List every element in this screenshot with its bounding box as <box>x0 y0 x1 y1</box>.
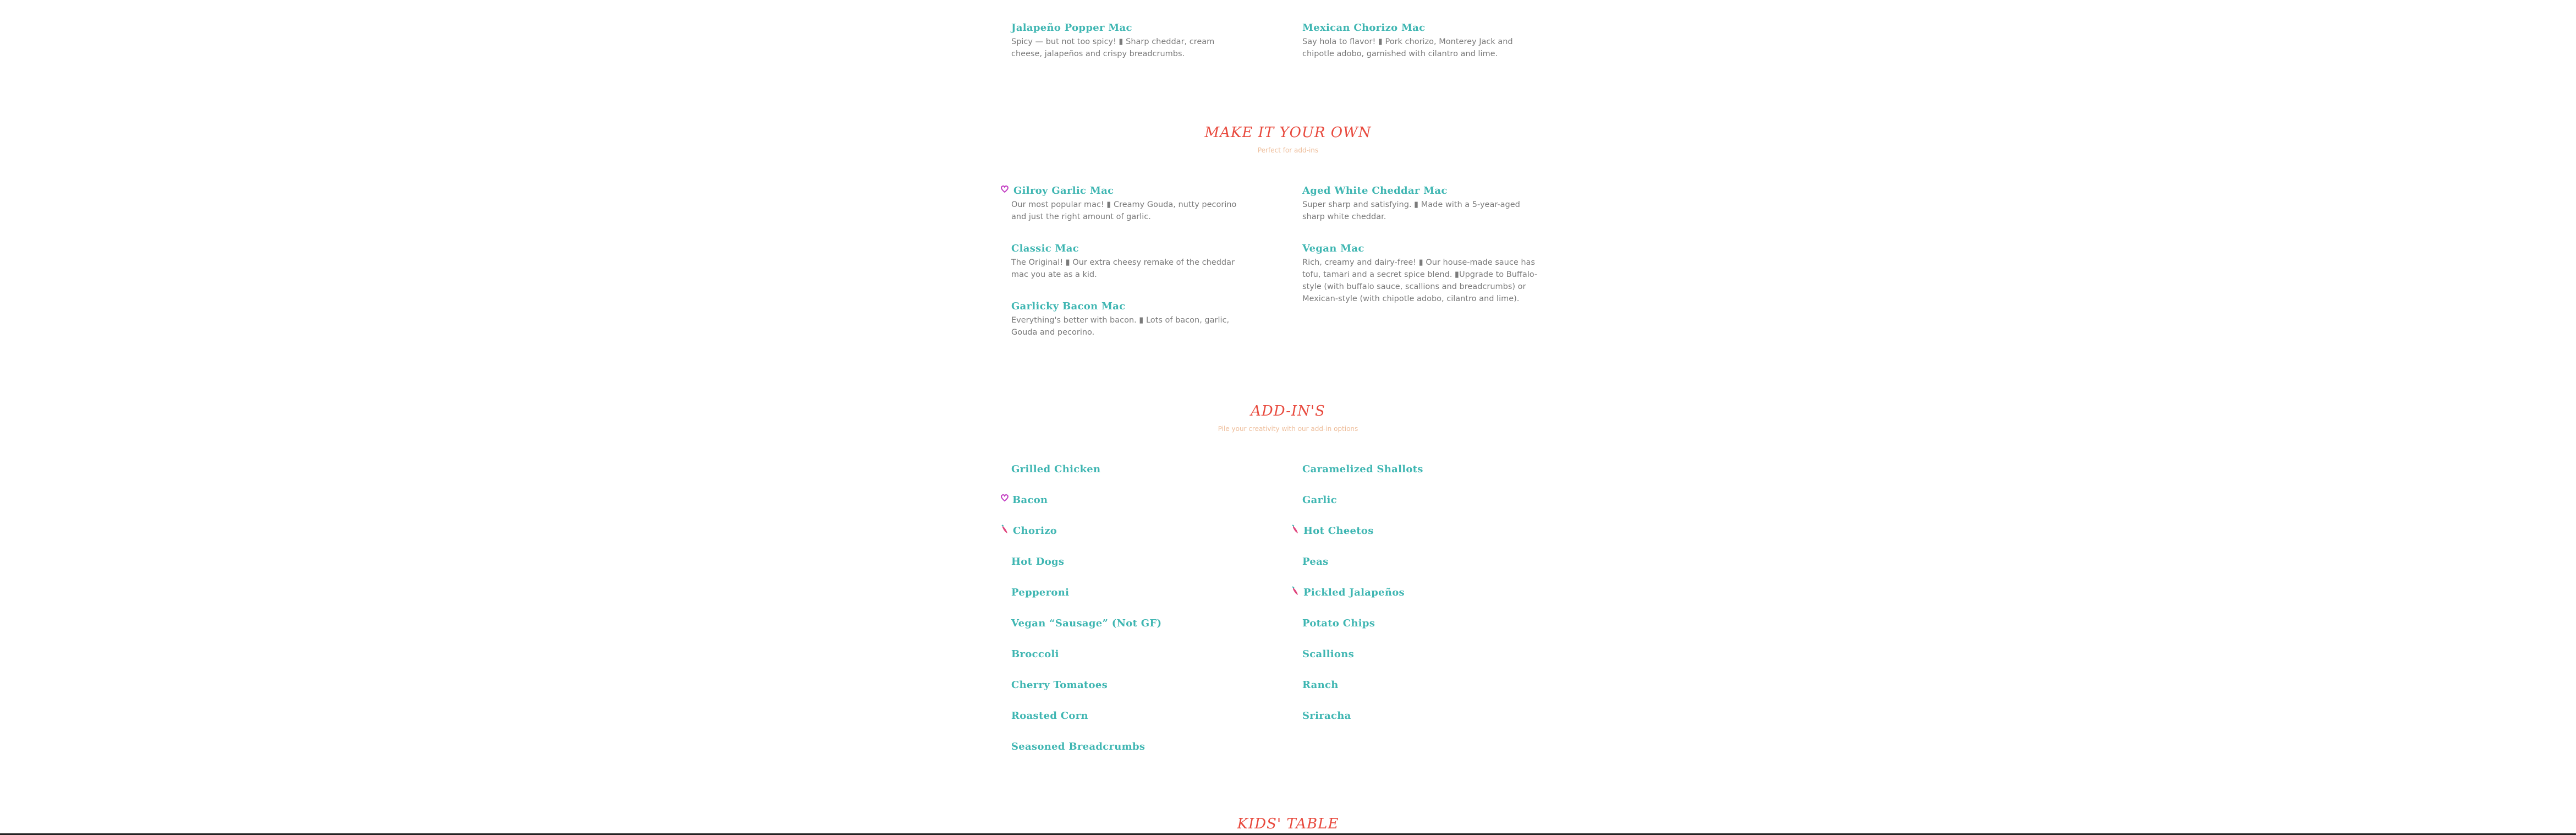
add-in-sriracha[interactable]: Sriracha <box>1302 710 1351 722</box>
heart-icon <box>1000 493 1009 502</box>
menu-item-classic-mac[interactable] <box>1011 243 1248 281</box>
add-in-hot-cheetos[interactable]: Hot Cheetos <box>1303 525 1374 537</box>
section-subheading: Perfect for add-ins <box>1257 146 1319 154</box>
add-in-ranch[interactable]: Ranch <box>1302 679 1339 691</box>
add-in-scallions[interactable]: Scallions <box>1302 648 1355 660</box>
menu-item-name[interactable]: Gilroy Garlic Mac <box>1013 185 1114 197</box>
menu-item-garlicky-bacon-mac[interactable] <box>1011 301 1253 339</box>
menu-item-name[interactable]: Jalapeño Popper Mac <box>1011 22 1132 34</box>
add-in-potato-chips[interactable]: Potato Chips <box>1302 618 1375 629</box>
section-heading-add-ins: ADD-IN'S <box>1251 403 1325 419</box>
add-in-grilled-chicken[interactable]: Grilled Chicken <box>1011 463 1101 475</box>
section-heading-make-it-your-own: MAKE IT YOUR OWN <box>1204 124 1372 141</box>
add-in-caramelized-shallots[interactable]: Caramelized Shallots <box>1302 463 1423 475</box>
add-in-cherry-tomatoes[interactable]: Cherry Tomatoes <box>1011 679 1108 691</box>
menu-item-vegan-mac[interactable] <box>1302 243 1539 305</box>
menu-item-description: Rich, creamy and dairy-free! ▮ Our house-made sauce has tofu, tamari and a secret spice blend. ▮Upgrade to Buffalo-style (with buffalo sauce, scallions and breadcrumbs) or Mexican-style (with chipotle adobo, cilantro and lime). <box>1302 258 1538 303</box>
menu-item-mexican-chorizo-mac[interactable] <box>1302 22 1539 60</box>
menu-item-description: Super sharp and satisfying. ▮ Made with a 5-year-aged sharp white cheddar. <box>1302 200 1520 221</box>
add-in-vegan-sausage[interactable]: Vegan “Sausage” (Not GF) <box>1011 618 1162 629</box>
chili-icon <box>1000 525 1009 534</box>
menu-item-description: Say hola to flavor! ▮ Pork chorizo, Monterey Jack and chipotle adobo, garnished with cilantro and lime. <box>1302 37 1513 58</box>
add-in-garlic[interactable]: Garlic <box>1302 494 1337 506</box>
menu-item-description: Everything's better with bacon. ▮ Lots of bacon, garlic, Gouda and pecorino. <box>1011 316 1230 337</box>
chili-icon <box>1291 586 1300 596</box>
menu-item-description: Spicy — but not too spicy! ▮ Sharp cheddar, cream cheese, jalapeños and crispy breadcrumbs. <box>1011 37 1215 58</box>
cropped-top-divider <box>1011 0 1242 2</box>
menu-item-name[interactable]: Aged White Cheddar Mac <box>1302 185 1448 197</box>
add-in-peas[interactable]: Peas <box>1302 556 1329 567</box>
cropped-top-divider <box>1302 0 1533 2</box>
add-in-seasoned-breadcrumbs[interactable]: Seasoned Breadcrumbs <box>1011 741 1146 752</box>
menu-item-description: The Original! ▮ Our extra cheesy remake of the cheddar mac you ate as a kid. <box>1011 258 1235 279</box>
menu-item-description: Our most popular mac! ▮ Creamy Gouda, nutty pecorino and just the right amount of garlic. <box>1011 200 1237 221</box>
menu-item-aged-white-cheddar-mac[interactable] <box>1302 185 1539 223</box>
add-in-hot-dogs[interactable]: Hot Dogs <box>1011 556 1065 567</box>
heart-icon <box>1000 184 1009 193</box>
menu-item-name[interactable]: Classic Mac <box>1011 243 1079 254</box>
add-in-chorizo[interactable]: Chorizo <box>1013 525 1057 537</box>
menu-item-gilroy-garlic-mac[interactable] <box>1011 185 1248 223</box>
section-subheading: Pile your creativity with our add-in options <box>1218 425 1358 433</box>
menu-item-jalapeno-popper-mac[interactable] <box>1011 22 1242 60</box>
menu-item-name[interactable]: Mexican Chorizo Mac <box>1302 22 1426 34</box>
section-heading-kids-table: KIDS' TABLE <box>1237 816 1339 832</box>
add-in-pepperoni[interactable]: Pepperoni <box>1011 587 1070 598</box>
add-in-roasted-corn[interactable]: Roasted Corn <box>1011 710 1088 722</box>
add-in-bacon[interactable]: Bacon <box>1012 494 1048 506</box>
chili-icon <box>1291 525 1300 534</box>
add-in-broccoli[interactable]: Broccoli <box>1011 648 1059 660</box>
menu-item-name[interactable]: Vegan Mac <box>1302 243 1364 254</box>
menu-item-name[interactable]: Garlicky Bacon Mac <box>1011 301 1126 312</box>
add-in-pickled-jalapenos[interactable]: Pickled Jalapeños <box>1303 587 1405 598</box>
